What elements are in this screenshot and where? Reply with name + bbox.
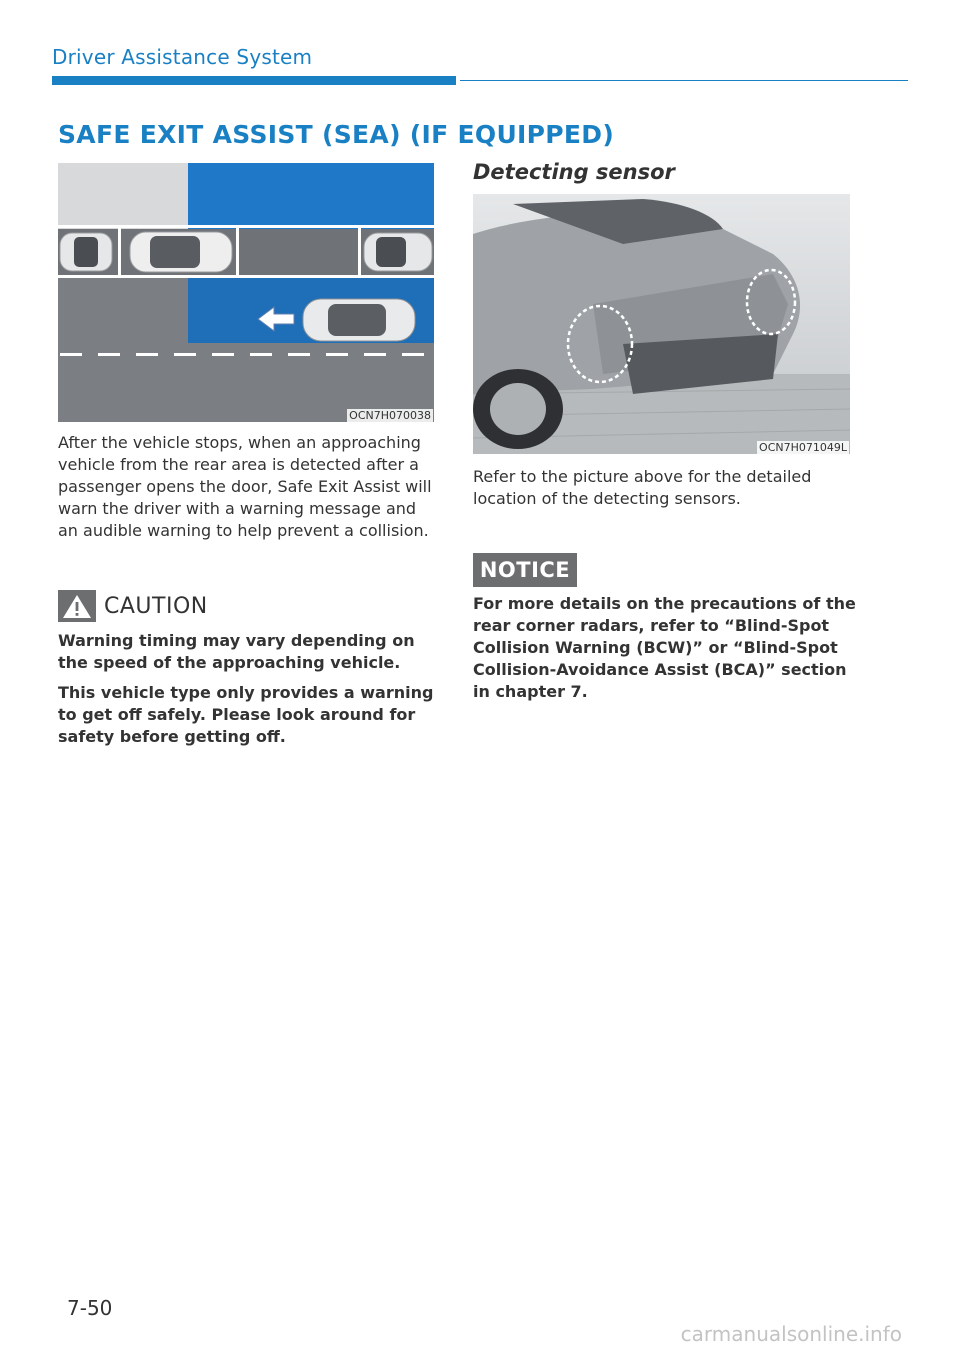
watermark: carmanualsonline.info [680,1322,902,1346]
caution-item-timing: Warning timing may vary depending on the speed of the approaching vehicle. [58,631,415,672]
detecting-sensor-title: Detecting sensor [473,160,675,184]
sea-description: After the vehicle stops, when an approaching vehicle from the rear area is detected after a passenger opens the door, Safe Exit Assist will warn the driver with a warning message and an audible warning to help prevent a collision. [58,433,432,540]
rear-sensor-illustration [473,194,850,454]
caution-header [58,590,208,622]
figure-code: OCN7H071049L [759,441,847,454]
caution-label: CAUTION [104,593,208,619]
detecting-sensor-text: Refer to the picture above for the detailed location of the detecting sensors. [473,467,812,508]
sea-illustration [58,163,434,422]
header-rule-thin [460,80,908,81]
sea-illustration-graphic [58,163,434,422]
section-title: SAFE EXIT ASSIST (SEA) (IF EQUIPPED) [58,120,615,149]
rear-sensor-graphic [473,194,850,454]
header-title: Driver Assistance System [52,45,313,69]
page-number: 7-50 [67,1296,113,1320]
figure-code: OCN7H070038 [349,409,431,422]
notice-badge: NOTICE [473,553,577,587]
header-rule-thick [52,76,456,85]
notice-text: For more details on the precautions of the rear corner radars, refer to “Blind-Spot Collision Warning (BCW)” or “Blind-Spot Collision-Avoidance Assist (BCA)” section in chapter 7. [473,594,856,701]
caution-item-warning: This vehicle type only provides a warning to get off safely. Please look around for safety before getting off. [58,683,434,746]
warning-triangle-icon [58,590,96,622]
